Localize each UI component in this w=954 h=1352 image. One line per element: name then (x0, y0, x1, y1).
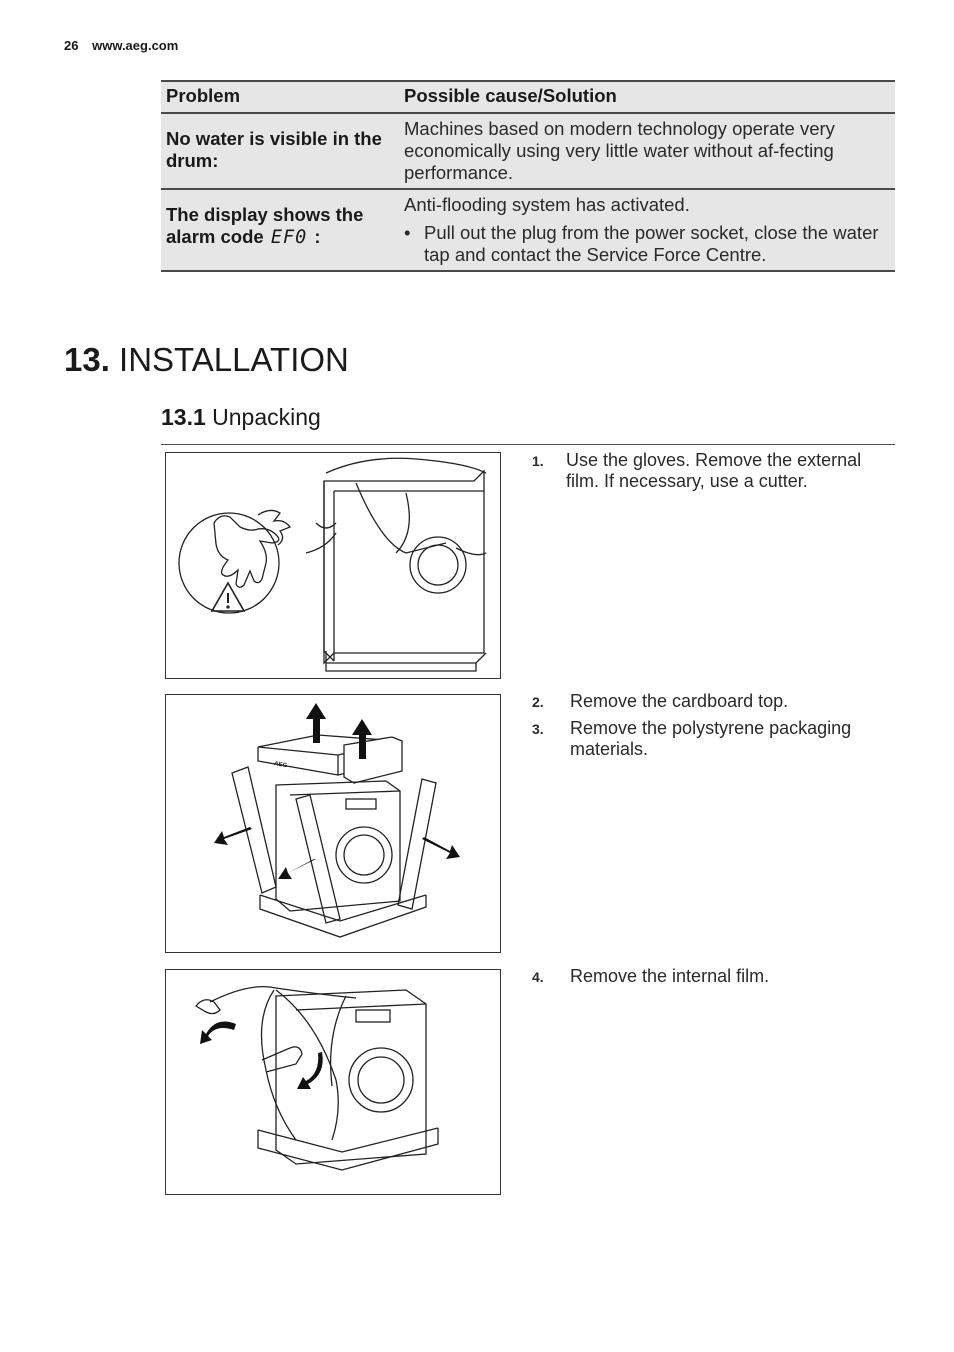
bullet-icon: • (404, 222, 411, 243)
page-header (64, 38, 178, 53)
table-header-row (161, 81, 895, 113)
column-header-cause: Possible cause/Solution (404, 85, 617, 106)
table-row (161, 113, 895, 189)
step-number: 4. (532, 969, 544, 985)
subsection-title: Unpacking (212, 404, 321, 430)
problem-cell (161, 189, 399, 271)
page-number: 26 (64, 38, 79, 53)
film-sheet (210, 987, 356, 1140)
figure-remove-packaging (165, 694, 501, 953)
washing-machine-drawing (306, 458, 486, 671)
problem-text: The display shows the alarm code (166, 204, 364, 247)
figure-remove-external-film (165, 452, 501, 679)
step-2 (532, 691, 892, 713)
bullet-text: Pull out the plug from the power socket, close the water tap and contact the Service Force Centre. (424, 222, 879, 265)
hand-icon (196, 1000, 302, 1072)
up-arrow-icon (306, 703, 372, 759)
cause-cell: Machines based on modern technology operate very economically using very little water without af-fecting performance. (404, 118, 835, 183)
troubleshooting-table (161, 80, 895, 272)
figure-remove-internal-film (165, 969, 501, 1195)
website-url[interactable]: www.aeg.com (92, 38, 179, 53)
illustration-packaging (166, 695, 500, 952)
section-heading (64, 340, 349, 380)
column-header-problem: Problem (166, 85, 241, 106)
step-text: Remove the cardboard top. (570, 691, 789, 711)
cause-cell (399, 189, 895, 271)
subsection-number: 13.1 (161, 404, 206, 430)
step-text: Use the gloves. Remove the external film. If necessary, use a cutter. (566, 450, 862, 491)
solution-bullet (404, 222, 890, 266)
problem-cell: No water is visible in the drum: (166, 128, 382, 171)
illustration-external-film (166, 453, 500, 678)
alarm-code: EF0 (270, 227, 308, 248)
polystyrene-pieces (232, 767, 436, 937)
washing-machine-drawing (258, 990, 438, 1170)
step-1 (532, 450, 892, 492)
step-number: 1. (532, 453, 544, 469)
cardboard-top (258, 735, 402, 783)
step-4 (532, 966, 892, 988)
table-row (161, 189, 895, 271)
step-number: 3. (532, 721, 544, 737)
step-number: 2. (532, 694, 544, 710)
section-number: 13. (64, 341, 110, 378)
washing-machine-drawing (276, 781, 400, 911)
step-text: Remove the polystyrene packaging materials. (570, 718, 852, 759)
illustration-internal-film (166, 970, 500, 1194)
problem-suffix: : (314, 226, 321, 247)
section-divider (161, 444, 895, 445)
subsection-heading (161, 402, 321, 432)
step-text: Remove the internal film. (570, 966, 770, 986)
cause-text: Anti-flooding system has activated. (404, 194, 690, 215)
step-3 (532, 718, 892, 760)
section-title: INSTALLATION (119, 341, 349, 378)
gloves-icon (214, 510, 290, 587)
box-label: AEG (273, 761, 288, 770)
